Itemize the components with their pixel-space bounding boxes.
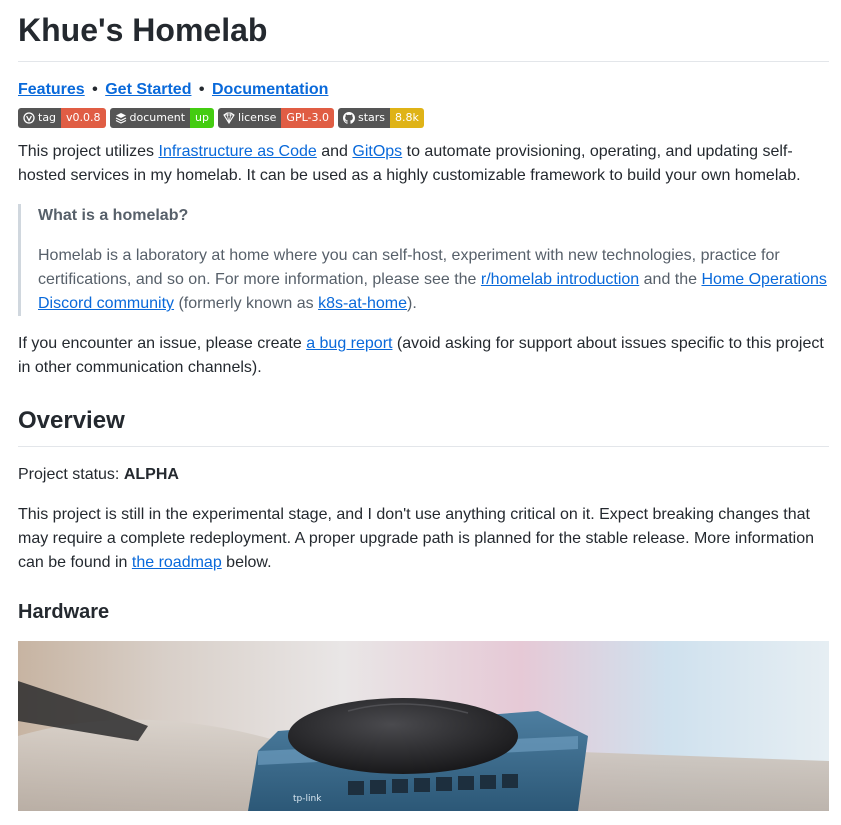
- tag-icon: [23, 112, 35, 124]
- k8s-at-home-link[interactable]: k8s-at-home: [318, 295, 407, 312]
- badge-value: v0.0.8: [61, 108, 106, 128]
- quote-body: [38, 244, 829, 316]
- quote-title: What is a homelab?: [38, 207, 189, 224]
- badge-label: tag: [38, 111, 57, 124]
- issue-text: (avoid asking for support about issues specific to this project in other communication channels).: [18, 335, 824, 376]
- hardware-illustration: [18, 641, 829, 811]
- quote-text: and the: [639, 271, 702, 288]
- overview-paragraph: [18, 503, 829, 575]
- homelab-intro-link[interactable]: r/homelab introduction: [480, 271, 640, 288]
- github-icon: [343, 112, 355, 124]
- project-status: [18, 463, 829, 487]
- stars-badge[interactable]: [338, 108, 424, 128]
- tag-badge[interactable]: [18, 108, 106, 128]
- hardware-photo: [18, 641, 829, 811]
- homelab-quote: [18, 204, 829, 316]
- overview-heading: Overview: [18, 406, 829, 447]
- nav-separator: •: [198, 81, 205, 98]
- status-label: Project status:: [18, 466, 124, 483]
- infrastructure-as-code-link[interactable]: Infrastructure as Code: [158, 143, 317, 160]
- badge-label: license: [238, 111, 277, 124]
- intro-text: This project utilizes: [18, 143, 159, 160]
- readme-page: [18, 0, 829, 811]
- features-link[interactable]: Features: [18, 81, 85, 98]
- intro-paragraph: [18, 140, 829, 188]
- get-started-link[interactable]: Get Started: [105, 81, 192, 98]
- overview-text: This project is still in the experimental stage, and I don't use anything critical on it. Expect breaking changes that may require a complete redeployment. A proper upgrade path is planned for the stable release. More information can be found in: [18, 506, 815, 571]
- overview-text: below.: [221, 554, 272, 571]
- quote-text: Homelab is a laboratory at home where you can self-host, experiment with new technologies, practice for certifications, and so on. For more information, please see the: [38, 247, 780, 288]
- badge-value: up: [190, 108, 214, 128]
- mouse: [288, 698, 518, 774]
- license-badge[interactable]: [218, 108, 334, 128]
- gitops-link[interactable]: GitOps: [352, 143, 403, 160]
- status-value: ALPHA: [123, 466, 179, 483]
- hardware-heading: Hardware: [18, 601, 110, 623]
- page-title: Khue's Homelab: [18, 0, 829, 62]
- badge-label: stars: [357, 111, 386, 124]
- document-badge[interactable]: [110, 108, 214, 128]
- license-icon: [223, 112, 235, 124]
- switch-brand: tp-link: [293, 794, 322, 804]
- nav-separator: •: [92, 81, 98, 98]
- bug-report-link[interactable]: a bug report: [306, 335, 393, 352]
- badge-row: [18, 108, 829, 128]
- documentation-link[interactable]: Documentation: [211, 81, 329, 98]
- issue-text: If you encounter an issue, please create: [18, 335, 307, 352]
- intro-text: and: [316, 143, 353, 160]
- badge-value: GPL-3.0: [281, 108, 334, 128]
- roadmap-link[interactable]: the roadmap: [131, 554, 222, 571]
- nav-links: [18, 78, 829, 102]
- discord-community-link[interactable]: Home Operations Discord community: [38, 271, 827, 312]
- quote-text: (formerly known as: [174, 295, 319, 312]
- issue-paragraph: [18, 332, 829, 380]
- quote-text: ).: [407, 295, 417, 312]
- document-icon: [115, 112, 127, 124]
- intro-text: to automate provisioning, operating, and updating self-hosted services in my homelab. It can be used as a highly customizable framework to build your own homelab.: [18, 143, 801, 184]
- badge-label: document: [129, 111, 186, 124]
- badge-value: 8.8k: [390, 108, 424, 128]
